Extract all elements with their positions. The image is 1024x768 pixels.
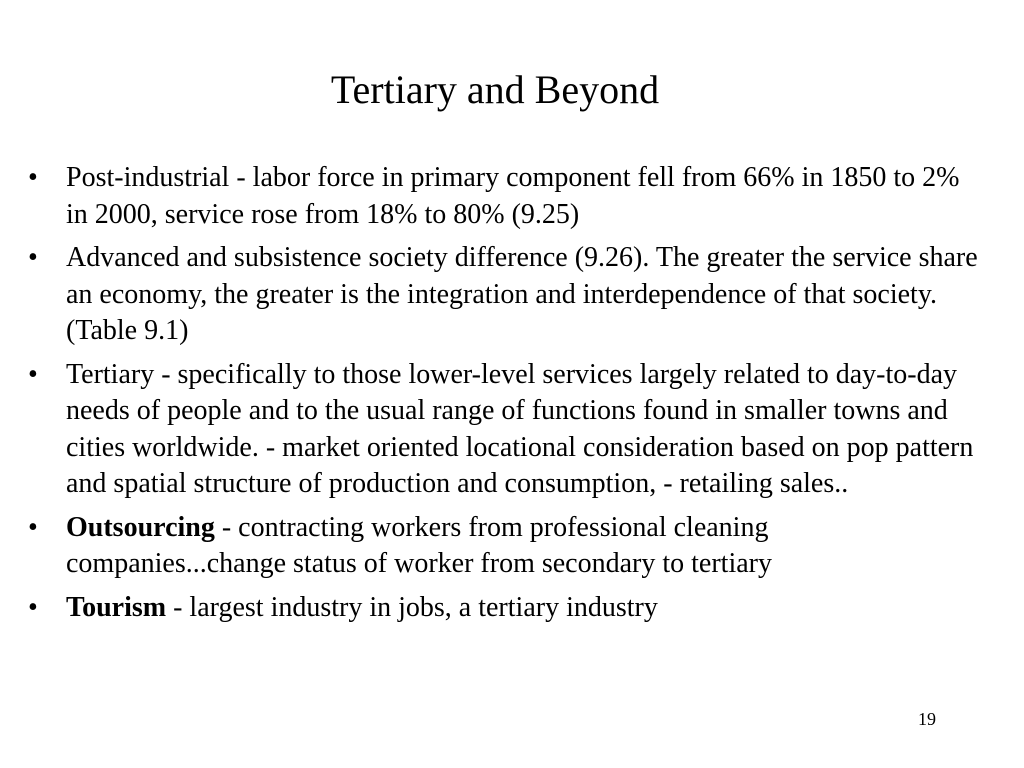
bullet-icon: • — [28, 162, 38, 193]
bullet-item-post-industrial — [24, 160, 984, 233]
bullet-icon: • — [28, 511, 38, 543]
bullet-text: Post-industrial - labor force in primary component fell from 66% in 1850 to 2% in 2000, service rose from 18% to 80% (9.25) — [66, 162, 960, 230]
bullet-term-outsourcing: Outsourcing — [66, 511, 215, 543]
bullet-item-outsourcing — [24, 510, 984, 583]
bullet-icon: • — [28, 591, 38, 623]
bullet-icon: • — [28, 242, 38, 273]
bullet-item-tourism — [24, 590, 984, 627]
slide-number: 19 — [918, 709, 936, 729]
bullet-text: Tertiary - specifically to those lower-level services largely related to day-to-day needs of people and to the usual range of functions found in smaller towns and cities worldwide. - market oriented locational consideration based on pop pattern and spatial structure of production and consumption, - retailing sales.. — [66, 358, 974, 499]
slide-title: Tertiary and Beyond — [330, 67, 660, 112]
bullet-list — [24, 160, 984, 633]
bullet-item-society-difference — [24, 240, 984, 350]
bullet-text: - largest industry in jobs, a tertiary industry — [166, 591, 658, 623]
bullet-text: - contracting workers from professional cleaning companies...change status of worker from secondary to tertiary — [66, 511, 772, 579]
bullet-item-tertiary — [24, 357, 984, 503]
bullet-text: Advanced and subsistence society difference (9.26). The greater the service share an economy, the greater is the integration and interdependence of that society. (Table 9.1) — [66, 242, 978, 346]
bullet-term-tourism: Tourism — [66, 591, 167, 623]
bullet-icon: • — [28, 358, 38, 390]
